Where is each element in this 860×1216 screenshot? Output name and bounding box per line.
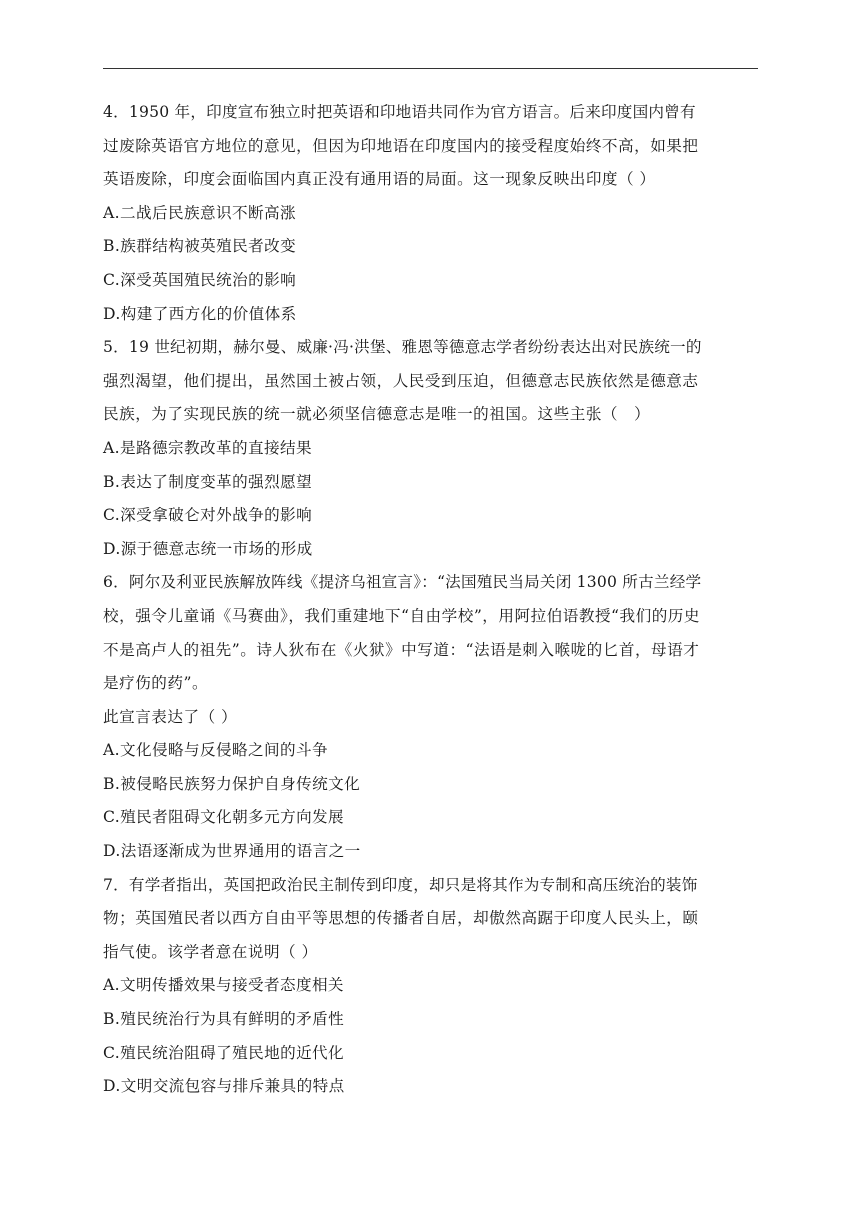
question-4-option-c: C.深受英国殖民统治的影响 [103, 270, 297, 289]
question-7-option-b: B.殖民统治行为具有鲜明的矛盾性 [103, 1010, 345, 1029]
question-list [103, 96, 763, 1104]
header-rule [103, 68, 758, 69]
question-6-option-a: A.文化侵略与反侵略之间的斗争 [103, 741, 328, 760]
question-6-option-d: D.法语逐渐成为世界通用的语言之一 [103, 842, 361, 861]
question-5-stem-line-3: 民族，为了实现民族的统一就必须坚信德意志是唯一的祖国。这些主张（ ） [103, 405, 651, 424]
question-7-stem-line-1: 7．有学者指出，英国把政治民主制传到印度，却只是将其作为专制和高压统治的装饰 [103, 875, 698, 894]
question-5-option-c: C.深受拿破仑对外战争的影响 [103, 506, 313, 525]
question-7-option-a: A.文明传播效果与接受者态度相关 [103, 976, 344, 995]
question-5-option-d: D.源于德意志统一市场的形成 [103, 539, 313, 558]
question-5-option-b: B.表达了制度变革的强烈愿望 [103, 472, 313, 491]
question-5-stem-line-2: 强烈渴望，他们提出，虽然国土被占领，人民受到压迫，但德意志民族依然是德意志 [103, 371, 699, 390]
question-6-stem-line-3: 不是高卢人的祖先”。诗人狄布在《火狱》中写道：“法语是刺入喉咙的匕首，母语才 [103, 640, 700, 659]
question-7-option-c: C.殖民统治阻碍了殖民地的近代化 [103, 1043, 345, 1062]
question-4-option-d: D.构建了西方化的价值体系 [103, 304, 297, 323]
question-7-stem-line-3: 指气使。该学者意在说明（ ） [103, 942, 318, 961]
question-4 [103, 96, 763, 331]
question-6-option-b: B.被侵略民族努力保护自身传统文化 [103, 774, 361, 793]
question-7-option-d: D.文明交流包容与排斥兼具的特点 [103, 1077, 345, 1096]
question-6-option-c: C.殖民者阻碍文化朝多元方向发展 [103, 808, 345, 827]
question-5 [103, 331, 763, 566]
question-7 [103, 869, 763, 1104]
question-4-option-b: B.族群结构被英殖民者改变 [103, 237, 297, 256]
question-6-stem-line-2: 校，强令儿童诵《马赛曲》，我们重建地下“自由学校”，用阿拉伯语教授“我们的历史 [103, 606, 700, 625]
question-6 [103, 566, 763, 868]
question-4-stem-line-3: 英语废除，印度会面临国内真正没有通用语的局面。这一现象反映出印度（ ） [103, 170, 656, 189]
question-7-stem-line-2: 物；英国殖民者以西方自由平等思想的传播者自居，却傲然高踞于印度人民头上，颐 [103, 909, 699, 928]
question-4-stem-line-1: 4．1950 年，印度宣布独立时把英语和印地语共同作为官方语言。后来印度国内曾有 [103, 103, 696, 121]
question-4-stem-line-2: 过废除英语官方地位的意见，但因为印地语在印度国内的接受程度始终不高，如果把 [103, 136, 699, 155]
question-6-stem-line-1: 6．阿尔及利亚民族解放阵线《提济乌祖宣言》：“法国殖民当局关闭 1300 所古兰经学 [103, 573, 702, 592]
question-6-stem-line-4: 是疗伤的药”。 [103, 674, 209, 693]
question-4-option-a: A.二战后民族意识不断高涨 [103, 203, 296, 222]
question-5-option-a: A.是路德宗教改革的直接结果 [103, 438, 312, 457]
question-5-stem-line-1: 5．19 世纪初期，赫尔曼、威廉·冯·洪堡、雅恩等德意志学者纷纷表达出对民族统一的 [103, 338, 702, 357]
question-6-stem-line-5: 此宣言表达了（ ） [103, 707, 238, 726]
